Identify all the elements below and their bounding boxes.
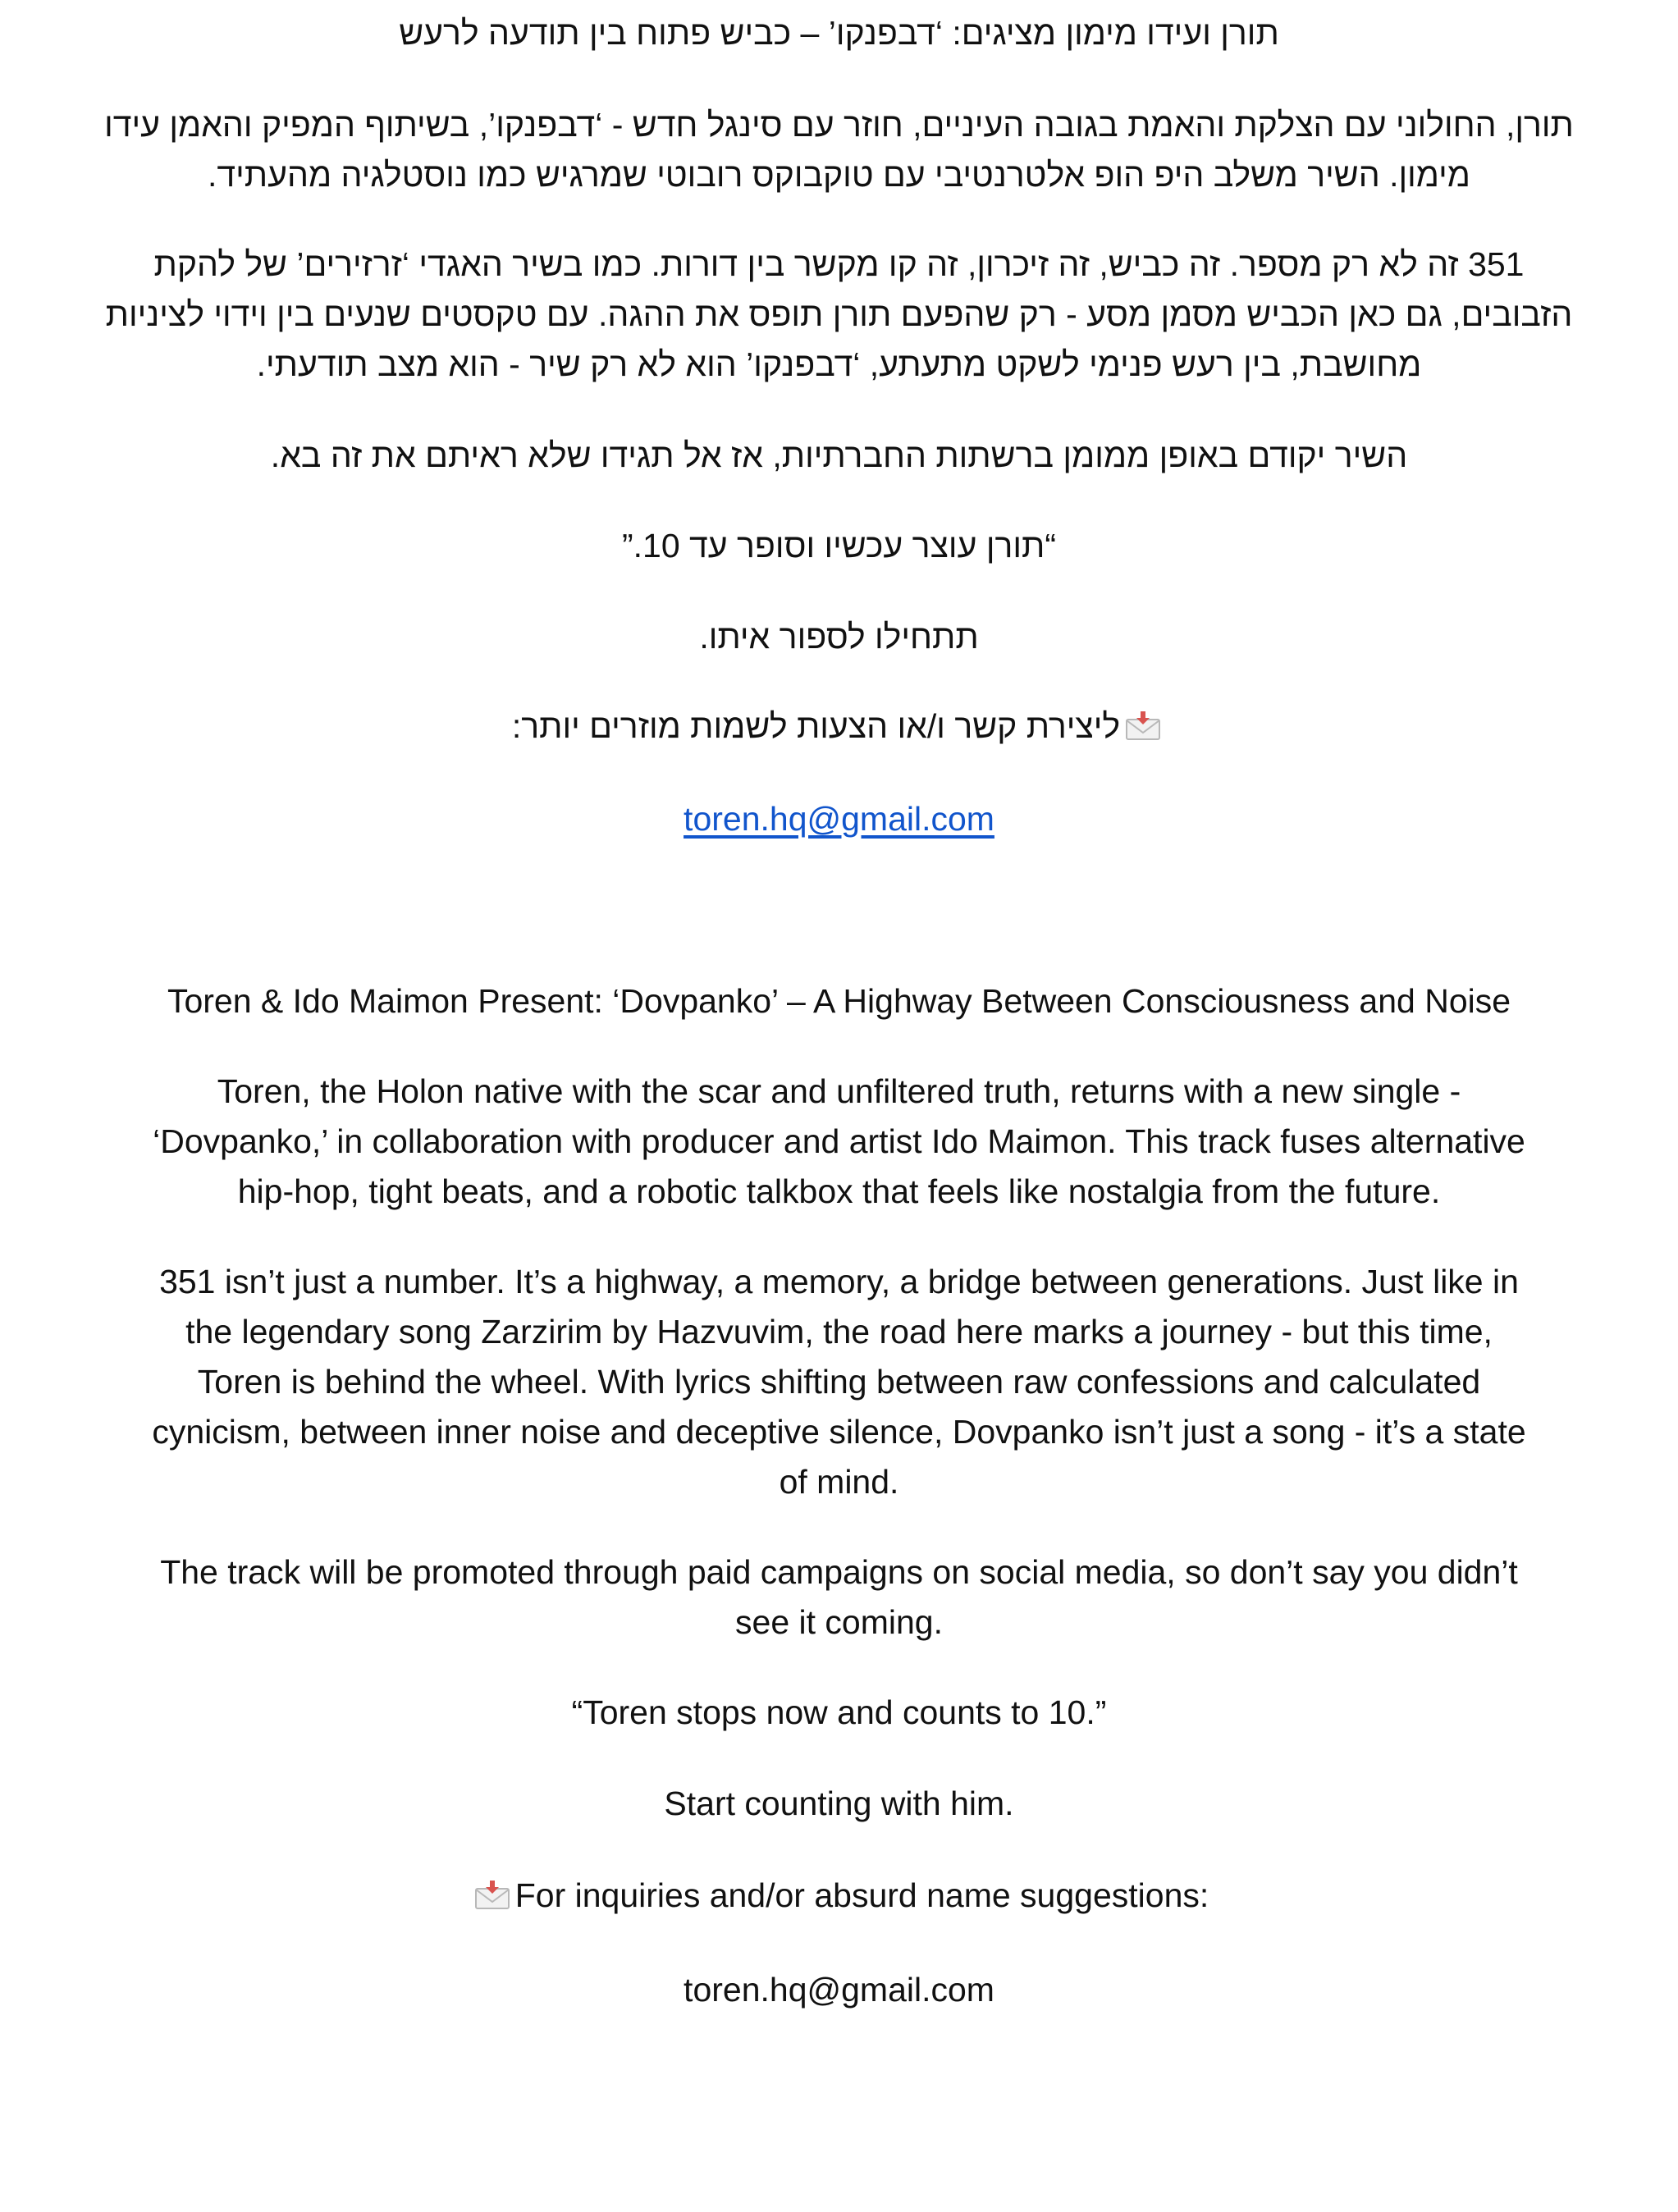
incoming-envelope-icon (1125, 711, 1161, 741)
english-quote: “Toren stops now and counts to 10.” (571, 1693, 1107, 1731)
hebrew-para3: השיר יקודם באופן ממומן ברשתות החברתיות, אז אל תגידו שלא ראיתם את זה בא. (270, 436, 1408, 474)
english-title: Toren & Ido Maimon Present: ‘Dovpanko’ – A Highway Between Consciousness and Noise (167, 982, 1511, 1020)
english-para3-line2: see it coming. (735, 1603, 943, 1641)
hebrew-email-wrapper (33, 794, 1645, 844)
english-para2-line4: cynicism, between inner noise and deceptive silence, Dovpanko isn’t just a song - it’s a state (152, 1413, 1526, 1451)
hebrew-contact-text: ליצירת קשר ו/או הצעות לשמות מוזרים יותר: (511, 707, 1121, 745)
hebrew-para2-line1: 351 זה לא רק מספר. זה כביש, זה זיכרון, זה קו מקשר בין דורות. כמו בשיר האגדי ‘זרזירים’ של להקת (153, 245, 1525, 283)
hebrew-quote: “תורן עוצר עכשיו וסופר עד 10.” (621, 527, 1057, 564)
english-para2-line3: Toren is behind the wheel. With lyrics shifting between raw confessions and calculated (197, 1363, 1481, 1401)
hebrew-para2-line2: הזבובים, גם כאן הכביש מסמן מסע - רק שהפעם תורן תופס את ההגה. עם טקסטים שנעים בין וידוי לציניות (105, 295, 1573, 333)
english-contact-line (33, 1871, 1645, 1921)
hebrew-title: תורן ועידו מימון מציגים: ‘דבפנקו’ – כביש פתוח בין תודעה לרעש (399, 14, 1279, 52)
english-start-counting: Start counting with him. (664, 1785, 1014, 1822)
english-para2-line1: 351 isn’t just a number. It’s a highway, a memory, a bridge between generations. Just like in (159, 1263, 1519, 1300)
english-para3-line1: The track will be promoted through paid campaigns on social media, so don’t say you didn’t (160, 1553, 1518, 1591)
hebrew-start-counting: תתחילו לספור איתו. (699, 618, 979, 656)
hebrew-para1-line2: מימון. השיר משלב היפ הופ אלטרנטיבי עם טוקבוקס רובוטי שמרגיש כמו נוסטלגיה מהעתיד. (208, 156, 1470, 194)
hebrew-email-link[interactable]: toren.hq@gmail.com (684, 800, 994, 838)
english-para1-line3: hip-hop, tight beats, and a robotic talkbox that feels like nostalgia from the future. (237, 1172, 1441, 1210)
english-contact-text: For inquiries and/or absurd name suggestions: (514, 1876, 1209, 1914)
english-para2-line5: of mind. (779, 1463, 899, 1501)
english-para1-line2: ‘Dovpanko,’ in collaboration with producer and artist Ido Maimon. This track fuses alternative (153, 1122, 1525, 1160)
english-para1-line1: Toren, the Holon native with the scar and unfiltered truth, returns with a new single - (217, 1072, 1461, 1110)
english-para2-line2: the legendary song Zarzirim by Hazvuvim, the road here marks a journey - but this time, (185, 1313, 1493, 1351)
english-email: toren.hq@gmail.com (684, 1971, 994, 2009)
hebrew-contact-line (33, 702, 1645, 752)
hebrew-para1-line1: תורן, החולוני עם הצלקת והאמת בגובה העיניים, חוזר עם סינגל חדש - ‘דבפנקו’, בשיתוף המפיק והאמן עידו (104, 106, 1574, 144)
hebrew-para2-line3: מחושבת, בין רעש פנימי לשקט מתעתע, ‘דבפנקו’ הוא לא רק שיר - הוא מצב תודעתי. (256, 345, 1422, 383)
incoming-envelope-icon (474, 1881, 510, 1910)
